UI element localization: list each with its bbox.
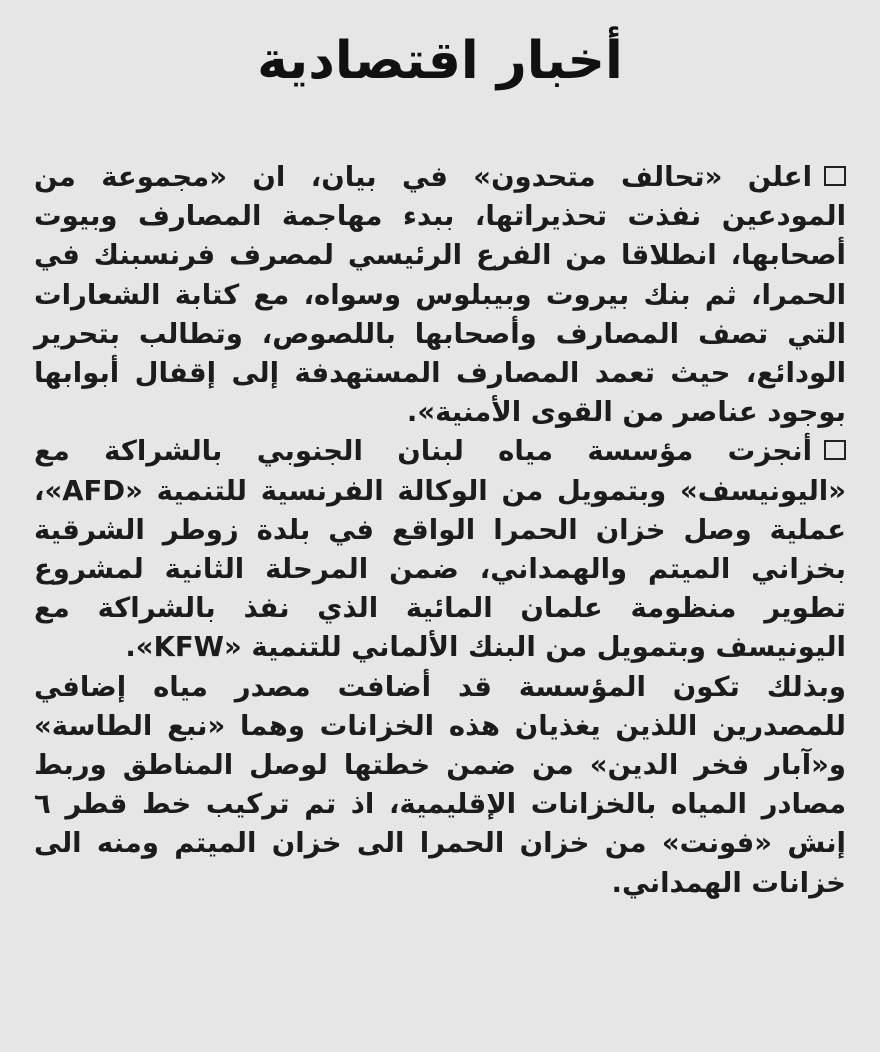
section-title: أخبار اقتصادية — [257, 31, 623, 91]
news-item-2-text: أنجزت مؤسسة مياه لبنان الجنوبي بالشراكة مع «اليونيسف» وبتمويل من الوكالة الفرنسية للتنمية «AFD»، عملية وصل خزان الحمرا الواقع في بلدة زوطر الشرقية بخزاني الميتم والهمداني، ضمن المرحلة الثانية لمشروع تطوير منظومة علمان المائية الذي نفذ بالشراكة مع اليونيسف وبتمويل من البنك الألماني للتنمية «KFW». — [34, 435, 846, 664]
article-body — [34, 158, 846, 903]
news-item-2 — [34, 432, 846, 667]
news-item-1 — [34, 158, 846, 432]
square-bullet-icon — [824, 166, 846, 186]
news-item-2-continued — [34, 668, 846, 903]
news-item-2-continued-text: وبذلك تكون المؤسسة قد أضافت مصدر مياه إضافي للمصدرين اللذين يغذيان هذه الخزانات وهما «نبع الطاسة» و«آبار فخر الدين» من ضمن خطتها لوصل المناطق وربط مصادر المياه بالخزانات الإقليمية، اذ تم تركيب خط قطر ٦ إنش «فونت» من خزان الحمرا الى خزان الميتم ومنه الى خزانات الهمداني. — [34, 670, 846, 899]
square-bullet-icon — [824, 440, 846, 460]
news-item-1-text: اعلن «تحالف متحدون» في بيان، ان «مجموعة من المودعين نفذت تحذيراتها، ببدء مهاجمة المصارف وبيوت أصحابها، انطلاقا من الفرع الرئيسي لمصرف فرنسبنك في الحمرا، ثم بنك بيروت وبيبلوس وسواه، مع كتابة الشعارات التي تصف المصارف وأصحابها باللصوص، وتطالب بتحرير الودائع، حيث تعمد المصارف المستهدفة إلى إقفال أبوابها بوجود عناصر من القوى الأمنية». — [34, 161, 846, 429]
